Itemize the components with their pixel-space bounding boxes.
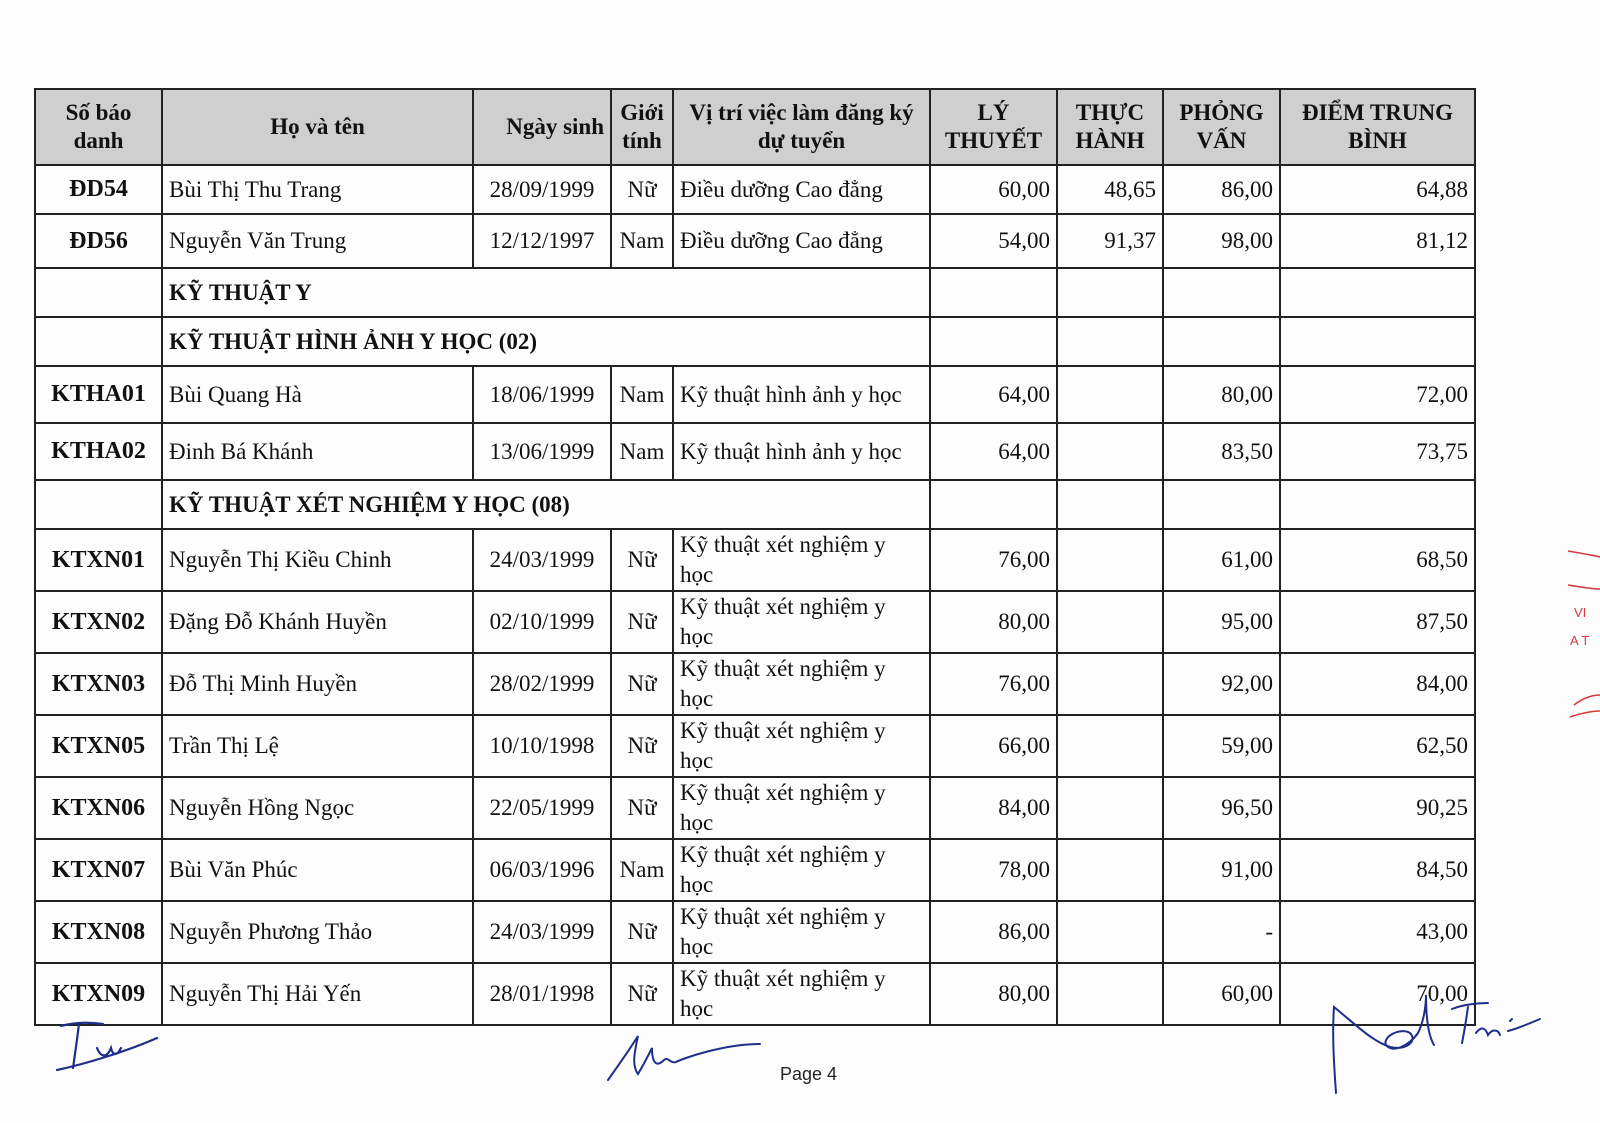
cell-sbd: ĐD56 — [35, 214, 162, 268]
cell-average: 72,00 — [1280, 366, 1475, 423]
cell-gender: Nữ — [611, 591, 673, 653]
svg-text:VI: VI — [1574, 605, 1587, 620]
cell-dob: 06/03/1996 — [473, 839, 611, 901]
cell-dob: 13/06/1999 — [473, 423, 611, 480]
cell-sbd: KTXN08 — [35, 901, 162, 963]
cell-gender: Nam — [611, 214, 673, 268]
cell-theory: 60,00 — [930, 165, 1057, 214]
cell-dob: 28/01/1998 — [473, 963, 611, 1025]
cell-gender: Nữ — [611, 901, 673, 963]
cell-interview: - — [1163, 901, 1280, 963]
cell-interview: 95,00 — [1163, 591, 1280, 653]
cell-name: Nguyễn Phương Thảo — [162, 901, 473, 963]
cell-interview: 83,50 — [1163, 423, 1280, 480]
header-sbd: Số báo danh — [35, 89, 162, 165]
cell-practice — [1057, 963, 1163, 1025]
cell-practice — [1057, 529, 1163, 591]
cell-gender: Nữ — [611, 165, 673, 214]
cell-practice — [1057, 839, 1163, 901]
header-row — [35, 89, 1475, 165]
cell-theory: 64,00 — [930, 423, 1057, 480]
section-heading: KỸ THUẬT Y — [162, 268, 930, 317]
table-row — [35, 591, 1475, 653]
cell-theory: 76,00 — [930, 529, 1057, 591]
cell-practice — [1057, 715, 1163, 777]
cell-theory: 64,00 — [930, 366, 1057, 423]
cell-theory: 78,00 — [930, 839, 1057, 901]
cell-sbd: KTXN06 — [35, 777, 162, 839]
header-theory: LÝ THUYẾT — [930, 89, 1057, 165]
table-row — [35, 165, 1475, 214]
cell-interview: 59,00 — [1163, 715, 1280, 777]
header-dob: Ngày sinh — [473, 89, 611, 165]
cell-dob: 24/03/1999 — [473, 529, 611, 591]
cell-position: Kỹ thuật xét nghiệm y học — [673, 529, 930, 591]
cell-dob: 12/12/1997 — [473, 214, 611, 268]
cell-sbd: KTHA01 — [35, 366, 162, 423]
cell-sbd: KTXN09 — [35, 963, 162, 1025]
cell-average: 81,12 — [1280, 214, 1475, 268]
cell-sbd: KTXN02 — [35, 591, 162, 653]
cell-practice: 91,37 — [1057, 214, 1163, 268]
cell-theory: 66,00 — [930, 715, 1057, 777]
table-row — [35, 715, 1475, 777]
cell-sbd: KTXN03 — [35, 653, 162, 715]
cell-position: Kỹ thuật hình ảnh y học — [673, 423, 930, 480]
cell-average: 43,00 — [1280, 901, 1475, 963]
cell-dob: 18/06/1999 — [473, 366, 611, 423]
cell-sbd: KTXN01 — [35, 529, 162, 591]
cell-theory: 80,00 — [930, 591, 1057, 653]
cell-name: Trần Thị Lệ — [162, 715, 473, 777]
cell-average: 64,88 — [1280, 165, 1475, 214]
header-name: Họ và tên — [162, 89, 473, 165]
cell-position: Kỹ thuật xét nghiệm y học — [673, 777, 930, 839]
section-row — [35, 480, 1475, 529]
cell-gender: Nữ — [611, 963, 673, 1025]
cell-theory: 80,00 — [930, 963, 1057, 1025]
cell-interview: 86,00 — [1163, 165, 1280, 214]
cell-interview: 98,00 — [1163, 214, 1280, 268]
cell-theory: 54,00 — [930, 214, 1057, 268]
cell-average: 70,00 — [1280, 963, 1475, 1025]
cell-gender: Nam — [611, 423, 673, 480]
table-row — [35, 653, 1475, 715]
cell-practice — [1057, 423, 1163, 480]
stamp-partial — [1560, 545, 1600, 725]
cell-average: 73,75 — [1280, 423, 1475, 480]
cell-gender: Nữ — [611, 777, 673, 839]
section-heading: KỸ THUẬT HÌNH ẢNH Y HỌC (02) — [162, 317, 930, 366]
score-table — [34, 88, 1476, 1026]
cell-gender: Nam — [611, 366, 673, 423]
cell-name: Đinh Bá Khánh — [162, 423, 473, 480]
cell-interview: 61,00 — [1163, 529, 1280, 591]
signature-center — [604, 1030, 764, 1085]
cell-theory: 86,00 — [930, 901, 1057, 963]
cell-position: Điều dưỡng Cao đẳng — [673, 165, 930, 214]
cell-gender: Nữ — [611, 653, 673, 715]
cell-theory: 76,00 — [930, 653, 1057, 715]
cell-practice — [1057, 901, 1163, 963]
page-number: Page 4 — [780, 1064, 838, 1084]
cell-practice: 48,65 — [1057, 165, 1163, 214]
cell-name: Đặng Đỗ Khánh Huyền — [162, 591, 473, 653]
cell-practice — [1057, 653, 1163, 715]
cell-position: Kỹ thuật xét nghiệm y học — [673, 715, 930, 777]
header-gender: Giới tính — [611, 89, 673, 165]
cell-practice — [1057, 777, 1163, 839]
cell-average: 90,25 — [1280, 777, 1475, 839]
signature-right — [1326, 985, 1546, 1100]
table-row — [35, 214, 1475, 268]
cell-name: Nguyễn Thị Kiều Chinh — [162, 529, 473, 591]
cell-gender: Nữ — [611, 529, 673, 591]
cell-dob: 22/05/1999 — [473, 777, 611, 839]
cell-sbd: ĐD54 — [35, 165, 162, 214]
cell-dob: 28/09/1999 — [473, 165, 611, 214]
table-row — [35, 529, 1475, 591]
cell-position: Kỹ thuật xét nghiệm y học — [673, 963, 930, 1025]
cell-position: Điều dưỡng Cao đẳng — [673, 214, 930, 268]
header-average: ĐIỂM TRUNG BÌNH — [1280, 89, 1475, 165]
table-row — [35, 901, 1475, 963]
header-position: Vị trí việc làm đăng ký dự tuyển — [673, 89, 930, 165]
cell-interview: 92,00 — [1163, 653, 1280, 715]
cell-average: 68,50 — [1280, 529, 1475, 591]
cell-theory: 84,00 — [930, 777, 1057, 839]
cell-gender: Nữ — [611, 715, 673, 777]
header-interview: PHỎNG VẤN — [1163, 89, 1280, 165]
cell-average: 84,00 — [1280, 653, 1475, 715]
header-practice: THỰC HÀNH — [1057, 89, 1163, 165]
table-row — [35, 423, 1475, 480]
cell-position: Kỹ thuật xét nghiệm y học — [673, 839, 930, 901]
cell-interview: 80,00 — [1163, 366, 1280, 423]
cell-position: Kỹ thuật xét nghiệm y học — [673, 901, 930, 963]
table-row — [35, 366, 1475, 423]
cell-dob: 02/10/1999 — [473, 591, 611, 653]
cell-name: Bùi Văn Phúc — [162, 839, 473, 901]
section-heading: KỸ THUẬT XÉT NGHIỆM Y HỌC (08) — [162, 480, 930, 529]
cell-interview: 91,00 — [1163, 839, 1280, 901]
cell-position: Kỹ thuật hình ảnh y học — [673, 366, 930, 423]
cell-practice — [1057, 366, 1163, 423]
cell-name: Nguyễn Văn Trung — [162, 214, 473, 268]
cell-average: 62,50 — [1280, 715, 1475, 777]
cell-gender: Nam — [611, 839, 673, 901]
cell-practice — [1057, 591, 1163, 653]
cell-dob: 24/03/1999 — [473, 901, 611, 963]
cell-name: Nguyễn Thị Hải Yến — [162, 963, 473, 1025]
section-row — [35, 268, 1475, 317]
cell-name: Nguyễn Hồng Ngọc — [162, 777, 473, 839]
table-row — [35, 777, 1475, 839]
section-row — [35, 317, 1475, 366]
signature-left — [55, 1018, 165, 1078]
cell-average: 87,50 — [1280, 591, 1475, 653]
cell-dob: 10/10/1998 — [473, 715, 611, 777]
cell-position: Kỹ thuật xét nghiệm y học — [673, 653, 930, 715]
table-row — [35, 839, 1475, 901]
cell-dob: 28/02/1999 — [473, 653, 611, 715]
cell-sbd: KTXN07 — [35, 839, 162, 901]
table-row — [35, 963, 1475, 1025]
cell-sbd: KTXN05 — [35, 715, 162, 777]
cell-interview: 60,00 — [1163, 963, 1280, 1025]
svg-text:A T: A T — [1570, 633, 1590, 648]
cell-position: Kỹ thuật xét nghiệm y học — [673, 591, 930, 653]
cell-name: Bùi Quang Hà — [162, 366, 473, 423]
cell-name: Đỗ Thị Minh Huyền — [162, 653, 473, 715]
cell-average: 84,50 — [1280, 839, 1475, 901]
cell-name: Bùi Thị Thu Trang — [162, 165, 473, 214]
cell-sbd: KTHA02 — [35, 423, 162, 480]
cell-interview: 96,50 — [1163, 777, 1280, 839]
